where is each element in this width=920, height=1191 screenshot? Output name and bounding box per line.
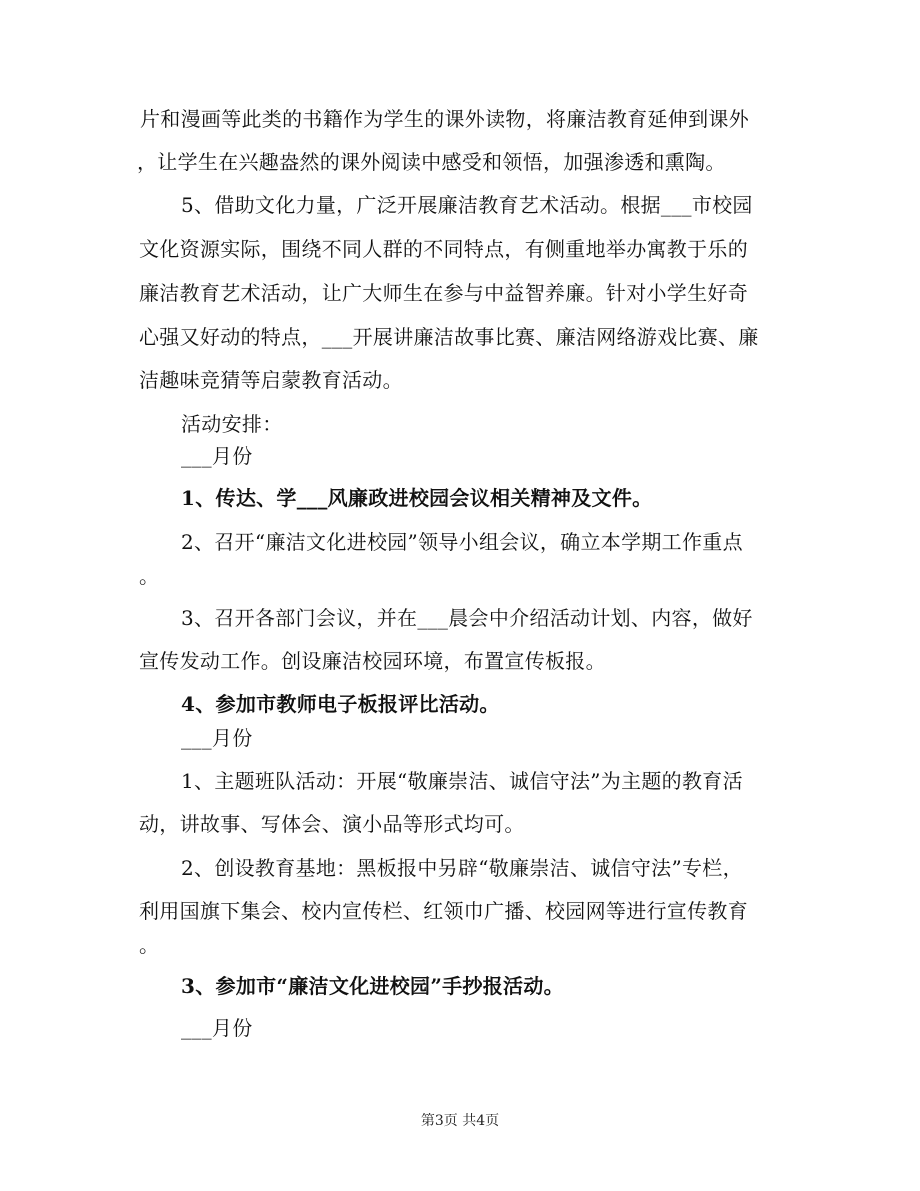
paragraph-line: 洁趣味竞猜等启蒙教育活动。 xyxy=(139,368,403,392)
paragraph-line: 1、主题班队活动：开展“敬廉崇洁、诚信守法”为主题的教育活 xyxy=(181,769,743,793)
page-number-footer: 第3页 共4页 xyxy=(420,1113,500,1129)
paragraph-line: 文化资源实际，围绕不同人群的不同特点，有侧重地举办寓教于乐的 xyxy=(139,237,748,261)
paragraph-line: 廉洁教育艺术活动，让广大师生在参与中益智养廉。针对小学生好奇 xyxy=(139,281,748,305)
bold-item: 3、参加市“廉洁文化进校园”手抄报活动。 xyxy=(181,974,564,998)
paragraph-line: 心强又好动的特点，___开展讲廉洁故事比赛、廉洁网络游戏比赛、廉 xyxy=(139,325,759,349)
paragraph-line: 利用国旗下集会、校内宣传栏、红领巾广播、校园网等进行宣传教育 xyxy=(139,899,748,923)
bold-item: 1、传达、学___风廉政进校园会议相关精神及文件。 xyxy=(181,486,653,510)
paragraph-line: 。 xyxy=(139,933,160,957)
paragraph-line: 。 xyxy=(139,564,160,588)
paragraph-line: 5、借助文化力量，广泛开展廉洁教育艺术活动。根据___市校园 xyxy=(181,193,753,217)
month-heading: ___月份 xyxy=(181,444,253,468)
section-label: 活动安排： xyxy=(181,412,283,436)
paragraph-line: 片和漫画等此类的书籍作为学生的课外读物，将廉洁教育延伸到课外 xyxy=(140,107,749,131)
bold-item: 4、参加市教师电子板报评比活动。 xyxy=(181,692,500,716)
paragraph-line: 2、创设教育基地：黑板报中另辟“敬廉崇洁、诚信守法”专栏， xyxy=(181,856,743,880)
paragraph-line: 动，讲故事、写体会、演小品等形式均可。 xyxy=(139,812,525,836)
paragraph-line: 宣传发动工作。创设廉洁校园环境，布置宣传板报。 xyxy=(139,649,606,673)
month-heading: ___月份 xyxy=(181,726,253,750)
paragraph-line: ，让学生在兴趣盎然的课外阅读中感受和领悟，加强渗透和熏陶。 xyxy=(137,150,726,174)
paragraph-line: 3、召开各部门会议，并在___晨会中介绍活动计划、内容，做好 xyxy=(181,606,753,630)
paragraph-line: 2、召开“廉洁文化进校园”领导小组会议，确立本学期工作重点 xyxy=(181,530,743,554)
month-heading: ___月份 xyxy=(181,1016,253,1040)
